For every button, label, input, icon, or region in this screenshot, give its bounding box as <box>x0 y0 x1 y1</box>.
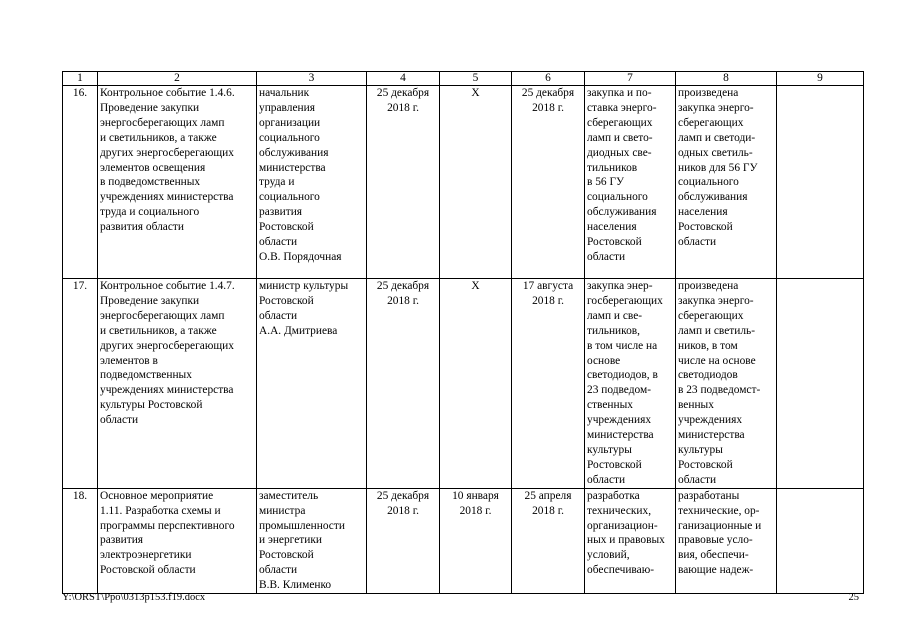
column-header: 8 <box>676 72 777 86</box>
column-header: 3 <box>257 72 367 86</box>
table-header-row <box>63 72 864 86</box>
planned-date: 25 декабря 2018 г. <box>367 488 440 593</box>
column-header: 2 <box>98 72 257 86</box>
actual-result: произведена закупка энерго- сберегающих ламп и светиль- ников, в том числе на основе светодиодов в 23 подведомст- венных учреждениях министерства культуры Ростовской области <box>676 279 777 489</box>
expected-result: закупка энер- госберегающих ламп и све- тильников, в том числе на основе светодиодов, в 23 подведом- ственных учреждениях министерства культуры Ростовской области <box>585 279 676 489</box>
notes-cell <box>777 488 864 593</box>
actual-result: произведена закупка энерго- сберегающих ламп и светоди- одных светиль- ников для 56 ГУ социального обслуживания населения Ростовской области <box>676 86 777 279</box>
start-date: 10 января 2018 г. <box>440 488 512 593</box>
planned-date: 25 декабря 2018 г. <box>367 279 440 489</box>
responsible-person: министр культуры Ростовской области А.А. Дмитриева <box>257 279 367 489</box>
expected-result: разработка технических, организацион- ных и правовых условий, обеспечиваю- <box>585 488 676 593</box>
notes-cell <box>777 279 864 489</box>
actual-date: 25 апреля 2018 г. <box>512 488 585 593</box>
column-header: 9 <box>777 72 864 86</box>
column-header: 4 <box>367 72 440 86</box>
start-date: Х <box>440 279 512 489</box>
column-header: 5 <box>440 72 512 86</box>
event-description: Основное мероприятие 1.11. Разработка схемы и программы перспективного развития электроэнергетики Ростовской области <box>98 488 257 593</box>
page-number: 25 <box>848 592 859 603</box>
table-row <box>63 86 864 279</box>
event-description: Контрольное событие 1.4.7. Проведение закупки энергосберегающих ламп и светильников, а также других энергосберегающих элементов в подведомственных учреждениях министерства культуры Ростовской области <box>98 279 257 489</box>
actual-result: разработаны технические, ор- ганизационные и правовые усло- вия, обеспечи- вающие надеж- <box>676 488 777 593</box>
row-number: 17. <box>63 279 98 489</box>
column-header: 6 <box>512 72 585 86</box>
start-date: Х <box>440 86 512 279</box>
column-header: 7 <box>585 72 676 86</box>
footer-file-path: Y:\ORST\Ppo\0313p153.f19.docx <box>62 592 206 603</box>
event-description: Контрольное событие 1.4.6. Проведение закупки энергосберегающих ламп и светильников, а также других энергосберегающих элементов освещения в подведомственных учреждениях министерства труда и социального развития области <box>98 86 257 279</box>
notes-cell <box>777 86 864 279</box>
column-header: 1 <box>63 72 98 86</box>
table-row <box>63 488 864 593</box>
table-row <box>63 279 864 489</box>
planned-date: 25 декабря 2018 г. <box>367 86 440 279</box>
actual-date: 17 августа 2018 г. <box>512 279 585 489</box>
expected-result: закупка и по- ставка энерго- сберегающих ламп и свето- диодных све- тильников в 56 ГУ социального обслуживания населения Ростовской области <box>585 86 676 279</box>
responsible-person: заместитель министра промышленности и энергетики Ростовской области В.В. Клименко <box>257 488 367 593</box>
row-number: 18. <box>63 488 98 593</box>
responsible-person: начальник управления организации социального обслуживания министерства труда и социального развития Ростовской области О.В. Порядочная <box>257 86 367 279</box>
actual-date: 25 декабря 2018 г. <box>512 86 585 279</box>
row-number: 16. <box>63 86 98 279</box>
plan-table <box>62 71 864 594</box>
